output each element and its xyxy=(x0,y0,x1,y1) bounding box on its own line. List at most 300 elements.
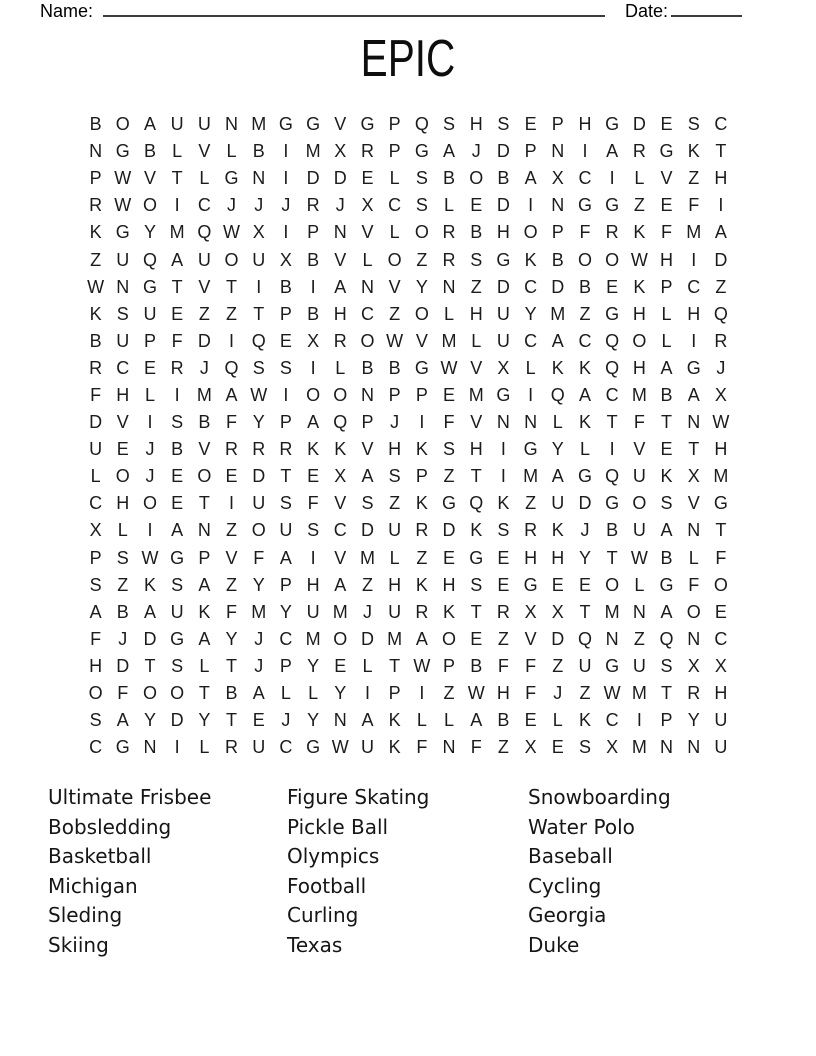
grid-letter: J xyxy=(199,357,209,378)
grid-letter: B xyxy=(361,357,374,378)
grid-letter: Y xyxy=(307,710,320,731)
grid-letter: B xyxy=(660,547,673,568)
grid-letter: M xyxy=(468,384,484,405)
grid-letter: I xyxy=(528,384,534,405)
grid-letter: M xyxy=(332,601,348,622)
grid-letter: A xyxy=(687,384,700,405)
grid-letter: H xyxy=(632,357,646,378)
grid-letter: Z xyxy=(633,195,645,216)
grid-letter: J xyxy=(390,412,400,433)
word-list-item: Ultimate Frisbee xyxy=(48,785,212,809)
grid-letter: Y xyxy=(334,683,347,704)
grid-letter: T xyxy=(226,276,238,297)
grid-letter: N xyxy=(89,141,103,162)
grid-letter: N xyxy=(687,737,701,758)
grid-letter: G xyxy=(605,303,620,324)
grid-letter: A xyxy=(116,710,129,731)
word-list-item: Curling xyxy=(287,903,359,928)
grid-letter: P xyxy=(279,303,292,324)
grid-letter: I xyxy=(174,384,180,405)
grid-letter: B xyxy=(606,520,619,541)
grid-letter: X xyxy=(334,466,347,487)
grid-letter: B xyxy=(225,683,238,704)
grid-letter: Q xyxy=(333,412,348,433)
grid-letter: C xyxy=(605,384,619,405)
grid-letter: I xyxy=(609,439,615,460)
grid-letter: P xyxy=(388,141,401,162)
grid-letter: G xyxy=(115,141,130,162)
word-list-item: Water Polo xyxy=(528,814,635,839)
grid-letter: N xyxy=(551,141,565,162)
grid-letter: X xyxy=(687,466,700,487)
grid-letter: A xyxy=(660,520,673,541)
date-blank-line[interactable] xyxy=(671,0,742,17)
grid-letter: C xyxy=(605,710,619,731)
grid-letter: L xyxy=(362,249,373,270)
grid-letter: S xyxy=(89,710,102,731)
grid-letter: I xyxy=(500,466,506,487)
grid-letter: F xyxy=(579,222,591,243)
grid-letter: S xyxy=(116,303,129,324)
grid-letter: U xyxy=(632,655,646,676)
wordsearch-grid xyxy=(82,111,735,761)
grid-letter: E xyxy=(497,547,510,568)
grid-letter: L xyxy=(280,683,291,704)
grid-letter: W xyxy=(630,547,648,568)
grid-letter: A xyxy=(470,710,483,731)
grid-letter: I xyxy=(691,249,697,270)
grid-letter: L xyxy=(117,520,128,541)
grid-letter: F xyxy=(307,493,319,514)
grid-letter: I xyxy=(528,195,534,216)
grid-letter: Y xyxy=(252,412,265,433)
grid-letter: B xyxy=(470,222,483,243)
grid-letter: I xyxy=(310,276,316,297)
grid-letter: A xyxy=(660,357,673,378)
grid-letter: G xyxy=(713,493,728,514)
grid-letter: P xyxy=(279,412,292,433)
grid-letter: Y xyxy=(279,601,292,622)
grid-letter: Q xyxy=(713,303,728,324)
grid-letter: V xyxy=(334,114,347,135)
grid-letter: G xyxy=(577,466,592,487)
grid-letter: O xyxy=(414,303,429,324)
word-list-item: Bobsledding xyxy=(48,814,172,839)
grid-letter: U xyxy=(551,493,565,514)
grid-letter: L xyxy=(579,439,590,460)
grid-letter: K xyxy=(578,412,591,433)
grid-letter: V xyxy=(198,276,211,297)
grid-letter: R xyxy=(252,439,266,460)
grid-letter: U xyxy=(388,601,402,622)
grid-letter: R xyxy=(333,330,347,351)
grid-letter: Y xyxy=(225,628,238,649)
grid-letter: O xyxy=(387,249,402,270)
grid-letter: D xyxy=(714,249,728,270)
grid-letter: L xyxy=(389,168,400,189)
grid-letter: V xyxy=(633,439,646,460)
grid-letter: Z xyxy=(389,303,401,324)
grid-letter: V xyxy=(143,168,156,189)
grid-letter: H xyxy=(714,439,728,460)
grid-letter: K xyxy=(633,276,646,297)
grid-letter: I xyxy=(174,737,180,758)
grid-letter: C xyxy=(333,520,347,541)
grid-letter: L xyxy=(144,384,155,405)
grid-letter: Q xyxy=(605,466,620,487)
grid-letter: H xyxy=(388,574,402,595)
grid-letter: G xyxy=(306,114,321,135)
grid-letter: M xyxy=(305,628,321,649)
grid-letter: R xyxy=(225,737,239,758)
grid-letter: O xyxy=(632,493,647,514)
grid-letter: E xyxy=(443,547,456,568)
grid-letter: H xyxy=(714,683,728,704)
name-blank-line[interactable] xyxy=(103,0,605,17)
grid-letter: Z xyxy=(389,493,401,514)
grid-letter: J xyxy=(281,195,291,216)
grid-letter: A xyxy=(660,601,673,622)
grid-letter: B xyxy=(307,249,320,270)
grid-letter: F xyxy=(416,737,428,758)
grid-letter: N xyxy=(632,601,646,622)
grid-letter: Z xyxy=(443,466,455,487)
grid-letter: E xyxy=(660,195,673,216)
grid-letter: J xyxy=(553,683,563,704)
grid-letter: V xyxy=(361,222,374,243)
grid-letter: B xyxy=(578,276,591,297)
grid-letter: H xyxy=(469,303,483,324)
grid-letter: S xyxy=(497,114,510,135)
grid-letter: C xyxy=(524,276,538,297)
grid-letter: L xyxy=(444,195,455,216)
grid-letter: L xyxy=(172,141,183,162)
grid-letter: R xyxy=(306,195,320,216)
grid-letter: J xyxy=(580,520,590,541)
date-label: Date: xyxy=(625,1,669,21)
grid-letter: L xyxy=(552,710,563,731)
grid-letter: P xyxy=(415,466,428,487)
grid-letter: E xyxy=(225,466,238,487)
grid-letter: P xyxy=(660,710,673,731)
grid-letter: U xyxy=(496,330,510,351)
grid-letter: T xyxy=(171,168,183,189)
puzzle-title: EPIC xyxy=(360,30,456,88)
grid-letter: G xyxy=(659,574,674,595)
grid-letter: G xyxy=(605,195,620,216)
grid-letter: A xyxy=(334,574,347,595)
grid-letter: Q xyxy=(224,357,239,378)
grid-letter: A xyxy=(606,141,619,162)
grid-letter: F xyxy=(117,683,129,704)
grid-letter: H xyxy=(116,384,130,405)
grid-letter: O xyxy=(686,601,701,622)
grid-letter: F xyxy=(226,412,238,433)
grid-letter: Y xyxy=(578,547,591,568)
grid-letter: Q xyxy=(577,628,592,649)
grid-letter: T xyxy=(661,412,673,433)
grid-letter: D xyxy=(197,330,211,351)
grid-letter: Z xyxy=(552,655,564,676)
grid-letter: O xyxy=(306,384,321,405)
grid-letter: H xyxy=(333,303,347,324)
grid-letter: R xyxy=(714,330,728,351)
grid-letter: R xyxy=(524,520,538,541)
grid-letter: A xyxy=(578,384,591,405)
grid-letter: H xyxy=(116,493,130,514)
grid-letter: M xyxy=(305,141,321,162)
word-list-item: Sleding xyxy=(48,903,123,928)
grid-letter: K xyxy=(388,710,401,731)
grid-letter: L xyxy=(634,168,645,189)
grid-letter: I xyxy=(283,222,289,243)
grid-letter: S xyxy=(171,574,184,595)
grid-letter: X xyxy=(551,168,564,189)
grid-letter: I xyxy=(636,710,642,731)
grid-letter: O xyxy=(469,168,484,189)
grid-letter: W xyxy=(630,249,648,270)
grid-letter: G xyxy=(496,384,511,405)
grid-letter: L xyxy=(661,303,672,324)
grid-letter: P xyxy=(388,384,401,405)
grid-letter: V xyxy=(687,493,700,514)
grid-letter: I xyxy=(691,330,697,351)
grid-letter: H xyxy=(306,574,320,595)
grid-letter: W xyxy=(386,330,404,351)
grid-letter: M xyxy=(631,683,647,704)
grid-letter: N xyxy=(225,114,239,135)
grid-letter: A xyxy=(198,574,211,595)
grid-letter: J xyxy=(254,628,264,649)
grid-letter: K xyxy=(551,357,564,378)
grid-letter: E xyxy=(551,574,564,595)
grid-letter: M xyxy=(359,547,375,568)
grid-letter: D xyxy=(116,655,130,676)
grid-letter: G xyxy=(278,114,293,135)
grid-letter: V xyxy=(660,168,673,189)
grid-letter: A xyxy=(198,628,211,649)
grid-letter: Q xyxy=(251,330,266,351)
grid-letter: M xyxy=(631,737,647,758)
grid-letter: Y xyxy=(415,276,428,297)
grid-letter: A xyxy=(551,466,564,487)
grid-letter: O xyxy=(360,330,375,351)
grid-letter: G xyxy=(686,357,701,378)
grid-letter: R xyxy=(279,439,293,460)
grid-letter: T xyxy=(389,655,401,676)
grid-letter: Z xyxy=(117,574,129,595)
grid-letter: O xyxy=(333,384,348,405)
grid-letter: K xyxy=(660,466,673,487)
grid-letter: N xyxy=(687,412,701,433)
grid-letter: X xyxy=(307,330,320,351)
grid-letter: J xyxy=(362,601,372,622)
grid-letter: O xyxy=(88,683,103,704)
grid-letter: S xyxy=(497,520,510,541)
grid-letter: P xyxy=(388,683,401,704)
grid-letter: S xyxy=(171,412,184,433)
grid-letter: M xyxy=(251,601,267,622)
grid-letter: C xyxy=(116,357,130,378)
grid-letter: W xyxy=(712,412,730,433)
grid-letter: O xyxy=(632,330,647,351)
grid-letter: O xyxy=(605,249,620,270)
grid-letter: G xyxy=(605,655,620,676)
grid-letter: H xyxy=(388,439,402,460)
grid-letter: Z xyxy=(579,683,591,704)
grid-letter: P xyxy=(524,141,537,162)
grid-letter: F xyxy=(497,655,509,676)
word-list-column xyxy=(287,783,429,961)
grid-letter: P xyxy=(361,412,374,433)
grid-letter: V xyxy=(470,357,483,378)
word-list-item: Georgia xyxy=(528,903,607,928)
grid-letter: W xyxy=(603,683,621,704)
grid-letter: S xyxy=(578,737,591,758)
grid-letter: G xyxy=(469,547,484,568)
grid-letter: L xyxy=(525,357,536,378)
grid-letter: H xyxy=(578,114,592,135)
grid-letter: K xyxy=(470,520,483,541)
grid-letter: D xyxy=(143,628,157,649)
grid-letter: T xyxy=(470,601,482,622)
grid-letter: U xyxy=(143,303,157,324)
grid-letter: U xyxy=(306,601,320,622)
grid-letter: T xyxy=(171,276,183,297)
grid-letter: G xyxy=(306,737,321,758)
grid-letter: H xyxy=(469,114,483,135)
grid-letter: K xyxy=(578,357,591,378)
grid-letter: R xyxy=(170,357,184,378)
grid-letter: Y xyxy=(252,574,265,595)
grid-letter: N xyxy=(333,222,347,243)
grid-letter: I xyxy=(310,547,316,568)
grid-letter: T xyxy=(688,439,700,460)
grid-letter: D xyxy=(551,628,565,649)
grid-letter: Z xyxy=(497,628,509,649)
grid-letter: P xyxy=(307,222,320,243)
grid-letter: U xyxy=(388,520,402,541)
grid-letter: V xyxy=(334,547,347,568)
grid-letter: A xyxy=(89,601,102,622)
grid-letter: F xyxy=(443,412,455,433)
word-list-column xyxy=(48,783,211,961)
grid-letter: G xyxy=(142,276,157,297)
grid-letter: K xyxy=(89,222,102,243)
grid-letter: G xyxy=(523,574,538,595)
word-list-item: Snowboarding xyxy=(528,785,671,809)
grid-letter: D xyxy=(578,493,592,514)
grid-letter: B xyxy=(116,601,129,622)
grid-letter: X xyxy=(524,601,537,622)
grid-letter: H xyxy=(551,547,565,568)
grid-letter: R xyxy=(442,222,456,243)
grid-letter: S xyxy=(443,439,456,460)
grid-letter: X xyxy=(714,384,727,405)
grid-letter: Q xyxy=(605,357,620,378)
grid-letter: J xyxy=(145,466,155,487)
grid-letter: Y xyxy=(524,303,537,324)
grid-letter: E xyxy=(279,330,292,351)
grid-letter: V xyxy=(334,493,347,514)
grid-letter: L xyxy=(389,547,400,568)
grid-letter: D xyxy=(442,520,456,541)
grid-letter: U xyxy=(632,466,646,487)
grid-letter: X xyxy=(89,520,102,541)
grid-letter: A xyxy=(361,466,374,487)
grid-letter: P xyxy=(443,655,456,676)
grid-letter: A xyxy=(143,601,156,622)
grid-letter: N xyxy=(116,276,130,297)
grid-letter: G xyxy=(659,141,674,162)
grid-letter: V xyxy=(225,547,238,568)
name-label: Name: xyxy=(40,1,94,21)
word-list-item: Figure Skating xyxy=(287,785,430,809)
grid-letter: X xyxy=(606,737,619,758)
grid-letter: G xyxy=(442,493,457,514)
grid-letter: D xyxy=(496,195,510,216)
grid-letter: O xyxy=(442,628,457,649)
grid-letter: O xyxy=(523,222,538,243)
grid-letter: T xyxy=(715,141,727,162)
grid-letter: U xyxy=(197,114,211,135)
grid-letter: M xyxy=(169,222,185,243)
grid-letter: E xyxy=(252,710,265,731)
grid-letter: C xyxy=(578,168,592,189)
grid-letter: U xyxy=(89,439,103,460)
grid-letter: U xyxy=(632,520,646,541)
grid-letter: X xyxy=(551,601,564,622)
grid-letter: E xyxy=(524,710,537,731)
grid-letter: P xyxy=(198,547,211,568)
grid-letter: P xyxy=(415,384,428,405)
grid-letter: V xyxy=(415,330,428,351)
grid-letter: X xyxy=(687,655,700,676)
grid-letter: E xyxy=(524,114,537,135)
grid-letter: F xyxy=(633,412,645,433)
grid-letter: C xyxy=(279,737,293,758)
grid-letter: E xyxy=(714,601,727,622)
grid-letter: O xyxy=(577,249,592,270)
word-list-item: Skiing xyxy=(48,932,109,957)
grid-letter: U xyxy=(252,737,266,758)
grid-letter: L xyxy=(389,222,400,243)
grid-letter: K xyxy=(388,737,401,758)
grid-letter: D xyxy=(496,276,510,297)
grid-letter: N xyxy=(551,195,565,216)
grid-letter: N xyxy=(197,520,211,541)
grid-letter: B xyxy=(252,141,265,162)
grid-letter: Z xyxy=(688,168,700,189)
grid-letter: G xyxy=(224,168,239,189)
grid-letter: F xyxy=(226,601,238,622)
grid-letter: A xyxy=(171,249,184,270)
grid-letter: Z xyxy=(579,303,591,324)
grid-letter: U xyxy=(170,114,184,135)
grid-letter: E xyxy=(578,574,591,595)
grid-letter: J xyxy=(716,357,726,378)
grid-letter: N xyxy=(605,628,619,649)
grid-letter: R xyxy=(496,601,510,622)
grid-letter: Z xyxy=(633,628,645,649)
grid-letter: U xyxy=(116,330,130,351)
grid-letter: I xyxy=(419,683,425,704)
grid-letter: E xyxy=(307,466,320,487)
grid-letter: N xyxy=(524,412,538,433)
word-list-item: Football xyxy=(287,873,367,898)
word-list-item: Basketball xyxy=(48,844,152,869)
grid-letter: Z xyxy=(470,276,482,297)
